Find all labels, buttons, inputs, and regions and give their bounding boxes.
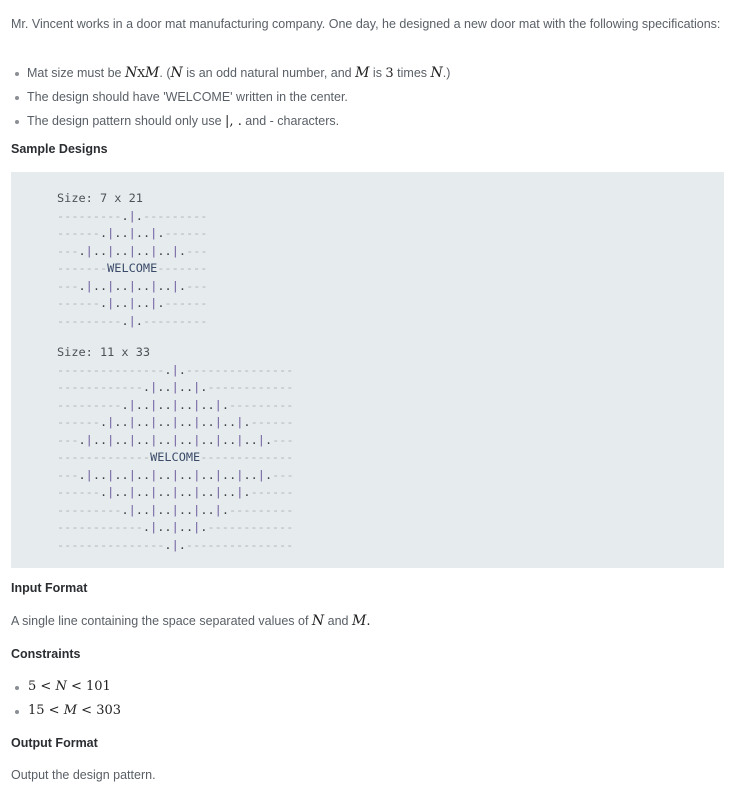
input-format-text <box>11 610 370 633</box>
design-row: ---------------.|.--------------- <box>57 537 294 552</box>
output-format-text: Output the design pattern. <box>11 768 156 782</box>
sample-designs-heading: Sample Designs <box>11 142 108 156</box>
design-row: ------------.|..|..|.------------ <box>57 520 294 534</box>
spec-text: . ( <box>159 66 171 80</box>
math-n: N <box>311 613 325 629</box>
intro-paragraph: Mr. Vincent works in a door mat manufacturing company. One day, he designed a new door mat with the following specifications: <box>11 17 721 31</box>
constraints-list <box>11 675 121 723</box>
design-row: ---------------.|.--------------- <box>57 362 294 377</box>
constraint-n: 5 < N < 101 <box>11 675 121 699</box>
design-row: ------.|..|..|.------ <box>57 296 208 310</box>
design-row: ---.|..|..|..|..|..|..|..|..|.--- <box>57 467 294 482</box>
design-row: ------.|..|..|..|..|..|..|.------ <box>57 485 294 499</box>
design-row: ---.|..|..|..|..|.--- <box>57 243 208 258</box>
allowed-characters: |, . <box>225 114 242 129</box>
input-text: . <box>366 614 371 629</box>
constraints-heading: Constraints <box>11 647 81 661</box>
spec-text: The design pattern should only use <box>27 114 226 128</box>
constraint-var: M <box>63 703 78 718</box>
size-label: Size: 7 x 21 <box>57 191 143 205</box>
spec-item-mat-size <box>11 61 450 85</box>
constraint-high: 101 <box>86 679 111 694</box>
math-three: 3 <box>385 66 394 81</box>
design-row: ------.|..|..|..|..|..|..|.------ <box>57 415 294 429</box>
spec-text: and - characters. <box>241 114 340 128</box>
constraint-low: 15 <box>28 703 45 718</box>
design-row: -------WELCOME------- <box>57 261 208 275</box>
math-m: M <box>145 65 160 81</box>
design-row: ------------.|..|..|.------------ <box>57 380 294 394</box>
spec-text: times <box>393 66 431 80</box>
output-format-heading: Output Format <box>11 736 98 750</box>
math-x: X <box>137 67 146 80</box>
spec-item-welcome: The design should have 'WELCOME' written in the center. <box>11 85 450 109</box>
input-format-heading: Input Format <box>11 581 88 595</box>
math-n: N <box>430 65 443 81</box>
constraint-m: 15 < M < 303 <box>11 699 121 723</box>
design-row: ---.|..|..|..|..|.--- <box>57 278 208 293</box>
design-row: ---------.|..|..|..|..|.--------- <box>57 397 294 412</box>
design-row: ---------.|.--------- <box>57 313 208 328</box>
math-n: N <box>124 65 138 81</box>
design-11x33 <box>57 344 294 554</box>
constraint-var: N <box>55 679 67 694</box>
design-row: ---------.|.--------- <box>57 208 208 223</box>
spec-item-characters <box>11 109 450 133</box>
constraint-low: 5 <box>28 679 37 694</box>
input-text: A single line containing the space separated values of <box>11 614 312 628</box>
constraint-high: 303 <box>96 703 122 718</box>
math-m: M <box>355 65 370 81</box>
design-row: ---.|..|..|..|..|..|..|..|..|.--- <box>57 432 294 447</box>
design-7x21 <box>57 190 208 330</box>
design-row: ---------.|..|..|..|..|.--------- <box>57 502 294 517</box>
size-label: Size: 11 x 33 <box>57 345 151 359</box>
sample-designs-code-block <box>11 172 724 568</box>
design-row: -------------WELCOME------------- <box>57 450 294 464</box>
math-m: M <box>351 613 367 629</box>
spec-text: .) <box>442 66 451 80</box>
input-text: and <box>324 614 352 628</box>
spec-text: is an odd natural number, and <box>182 66 356 80</box>
spec-text: Mat size must be <box>27 66 125 80</box>
math-n: N <box>170 65 183 81</box>
design-row: ------.|..|..|.------ <box>57 226 208 240</box>
specifications-list <box>11 61 450 133</box>
spec-text: is <box>369 66 386 80</box>
